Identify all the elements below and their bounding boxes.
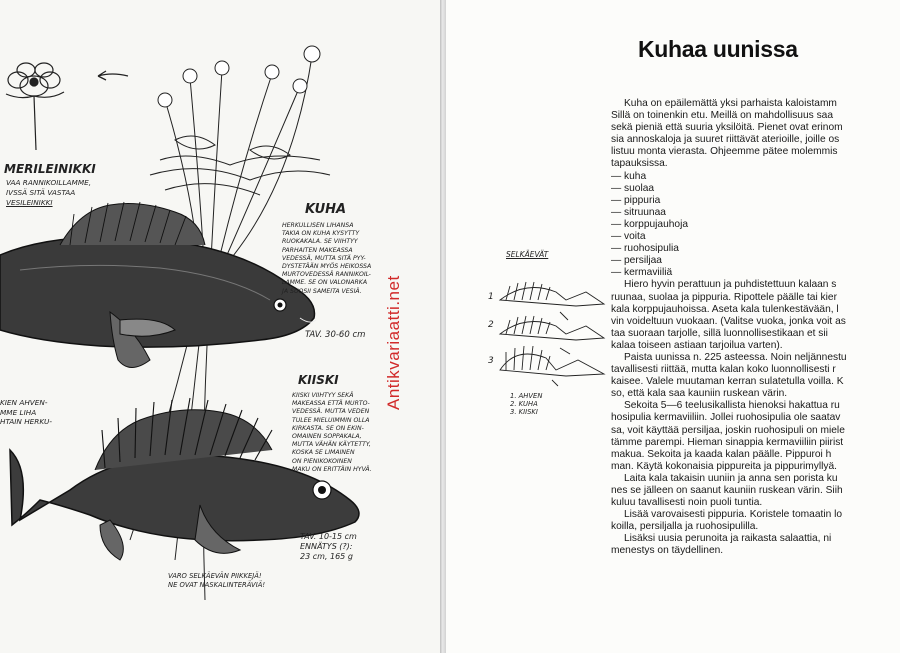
paragraph-line: sa, voit käyttää persiljaa, joskin ruohosipuli on miele xyxy=(611,424,845,436)
merileinikki-title: MERILEINIKKI xyxy=(4,162,96,176)
paragraph-line: koilla, persiljalla ja ruohosipulilla. xyxy=(611,521,759,533)
paragraph-line: hosipulia kermaviiliin. Jollei ruohosipulia ole saatav xyxy=(611,412,841,424)
fin-number-2: 2 xyxy=(488,320,494,330)
caption-line: MUTTA VÄHÄN KÄYTETTY, xyxy=(292,441,371,449)
buttercup-flower-icon xyxy=(6,63,64,150)
legend-line: 2. KUHA xyxy=(510,400,538,408)
caption-line: MAKU ON ERITTÄIN HYVÄ. xyxy=(292,465,372,473)
right-page xyxy=(446,0,900,653)
kuha-caption xyxy=(282,222,371,296)
paragraph-line: ruunaa, suolaa ja pippuria. Ripottele päälle tai kier xyxy=(611,291,837,303)
paragraph-line: tämme parempi. Hieman sinappia kermaviiliin piirist xyxy=(611,436,844,448)
ingredient-item: — persiljaa xyxy=(611,255,662,267)
paragraph-line: Lisää varovaisesti pippuria. Koristele tomaatin lo xyxy=(624,509,843,521)
kiiski-size xyxy=(300,532,357,562)
caption-line: VESILEINIKKI xyxy=(6,198,53,207)
paragraph-line: kala korppujauhoissa. Aseta kala tulenkestävään, l xyxy=(611,303,839,315)
illustrations xyxy=(0,0,440,653)
caption-line: TULEE MIELUIMMIN OLLA xyxy=(292,416,370,424)
paragraph-line: Laita kala takaisin uuniin ja anna sen porista ku xyxy=(624,472,838,484)
ingredient-item: — pippuria xyxy=(611,194,661,206)
caption-line: JA SUOSII SAMEITA VESIÄ. xyxy=(282,287,362,295)
caption-line: ON PIENIKOKOINEN xyxy=(292,457,352,465)
selkaevat-title: SELKÄEVÄT xyxy=(506,250,549,259)
recipe-title: Kuhaa uunissa xyxy=(638,36,798,62)
caption-line: LAMME. SE ON VALONARKA xyxy=(282,279,368,287)
ingredient-item: — kuha xyxy=(611,170,647,182)
paragraph-line: Lisäksi uusia perunoita ja raikasta salaattia, ni xyxy=(624,533,832,545)
legend-line: 1. AHVEN xyxy=(510,392,543,400)
intro-line: sia annoskaloja ja suuret riittävät aterioille, joille os xyxy=(611,134,840,146)
caption-line: PARHAITEN MAKEASSA xyxy=(282,246,353,254)
ahven-caption xyxy=(0,398,52,427)
kuha-title: KUHA xyxy=(305,202,347,217)
paragraph-line: kuluu tavallisesti noin puoli tuntia. xyxy=(611,497,763,509)
spine-warning xyxy=(168,572,265,590)
paragraph-line: Sekoita 5—6 teelusikallista hienoksi hakattua ru xyxy=(624,400,840,412)
paragraph-line: menestys on täydellinen. xyxy=(611,545,724,557)
caption-line: HERKULLISEN LIHANSA xyxy=(282,222,354,229)
paragraph-line: kalaa toiseen astiaan tarjoilua varten). xyxy=(611,339,783,351)
caption-line: KIISKI VIIHTYY SEKÄ xyxy=(292,392,354,399)
paragraph-line: vin voideltuun vuokaan. (Valitse vuoka, jonka voit as xyxy=(611,315,846,327)
ingredient-item: — sitruunaa xyxy=(611,206,666,218)
paragraph-line: man. Käytä kokonaisia pippureita ja pippurimyllyä. xyxy=(611,460,837,472)
paragraph-line: taa suoraan tarjolle, sillä luonnollisestikaan et sii xyxy=(611,327,828,339)
merileinikki-caption xyxy=(6,178,91,208)
kiiski-caption xyxy=(292,392,372,474)
warning-line: NE OVAT NASKALINTERÄVIÄ! xyxy=(168,581,266,589)
paragraph-line: makua. Sekoita ja kaada kalan päälle. Pippuroi h xyxy=(611,448,832,460)
caption-line: KIEN AHVEN- xyxy=(0,398,48,407)
intro-line: sekä pieniä että suuria yksilöitä. Pienet ovat erinom xyxy=(611,122,843,134)
size-line: ENNÄTYS (?): xyxy=(300,542,353,551)
paragraph-line: Paista uunissa n. 225 asteessa. Noin neljännestu xyxy=(624,351,847,363)
ingredient-item: — korppujauhoja xyxy=(611,218,689,230)
arrow-icon xyxy=(98,71,128,80)
ingredient-list xyxy=(611,171,900,280)
fin-number-3: 3 xyxy=(488,356,494,366)
caption-line: MURTOVEDESSÄ RANNIKOIL- xyxy=(282,271,371,279)
legend-line: 3. KIISKI xyxy=(510,408,538,416)
caption-line: OMAINEN SOPPAKALA, xyxy=(292,433,362,441)
intro-line: tapauksissa. xyxy=(611,158,668,170)
caption-line: KOSKA SE LIMAINEN xyxy=(292,449,355,457)
dorsal-fins-illustration xyxy=(486,270,616,410)
caption-line: VEDESSÄ. MUTTA VEDEN xyxy=(292,408,370,416)
caption-line: TAKIA ON KUHA KYSYTTY xyxy=(282,230,360,238)
paragraph-line: nes se jälleen on saanut kauniin ruskean värin. Siih xyxy=(611,485,843,496)
caption-line: VAA RANNIKOILLAMME, xyxy=(6,178,92,187)
ingredient-item: — voita xyxy=(611,231,646,243)
kuha-size: TAV. 30-60 cm xyxy=(305,330,366,340)
caption-line: IVSSÄ SITÄ VASTAA xyxy=(6,188,76,197)
left-page xyxy=(0,0,440,653)
intro-line: Kuha on epäilemättä yksi parhaista kaloistamm xyxy=(624,98,837,109)
ingredient-item: — ruohosipulia xyxy=(611,243,679,255)
paragraph-line: so, että kala saa kauniin ruskean värin. xyxy=(611,388,788,400)
intro-line: listuu monta vierasta. Ohjeemme pätee molemmis xyxy=(611,146,838,158)
kiiski-title: KIISKI xyxy=(298,373,339,387)
intro-line: Sillä on toinenkin etu. Meillä on mahdollisuus saa xyxy=(611,110,833,122)
caption-line: HTAIN HERKU- xyxy=(0,417,52,426)
paragraph-line: kaisee. Valele muutaman kerran sulatetulla voilla. K xyxy=(611,376,844,388)
size-line: 23 cm, 165 g xyxy=(300,552,353,561)
caption-line: DYSTETÄÄN MYÖS HEIKOSSA xyxy=(282,263,372,271)
paragraph-line: tavallisesti riittää, mutta kalan koko luonnollisesti r xyxy=(611,364,836,376)
caption-line: VEDESSÄ, MUTTA SITÄ PYY- xyxy=(282,254,366,262)
kuha-fish-icon xyxy=(0,202,316,368)
paragraph-line: Hiero hyvin perattuun ja puhdistettuun kalaan s xyxy=(624,279,837,291)
watermark: Antikvariaatti.net xyxy=(384,275,403,410)
caption-line: RUOKAKALA. SE VIIHTYY xyxy=(282,238,358,246)
size-line: TAV. 10-15 cm xyxy=(300,532,357,541)
warning-line: VARO SELKÄEVÄN PIIKKEJÄ! xyxy=(168,572,262,580)
caption-line: KIRKASTA. SE ON EKIN- xyxy=(292,424,364,432)
recipe-body xyxy=(611,98,900,558)
ingredient-item: — kermaviiliä xyxy=(611,267,673,279)
caption-line: MME LIHA xyxy=(0,407,37,417)
ingredient-item: — suolaa xyxy=(611,182,655,194)
fin-number-1: 1 xyxy=(488,292,494,302)
caption-line: MAKEASSA ETTÄ MURTO- xyxy=(292,400,370,408)
fin-legend xyxy=(510,392,542,416)
